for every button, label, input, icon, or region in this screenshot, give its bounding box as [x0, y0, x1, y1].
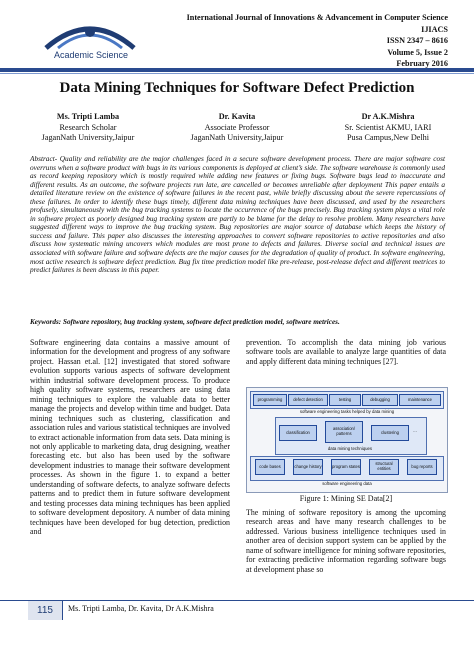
author-role: Research Scholar [59, 122, 117, 132]
data-source-box: code bases [255, 459, 285, 475]
data-source-box: bug reports [407, 459, 437, 475]
journal-date: February 2016 [396, 59, 448, 68]
author-block [167, 112, 307, 144]
figure-caption: Figure 1: Mining SE Data[2] [299, 494, 393, 503]
body-text-left: Software engineering data contains a massive amount of information for the development and progress of any software project. Hassan et.al. [12] investigated that stored software evolution supports various aspects of software development within industrial software development process. To produce high quality software systems, researchers are using data mining techniques to explore the valuable data to better manage the projects and develop within time and budget. Data mining techniques such as clustering, classification and association rules and various statistical techniques are involved to extract actionable information from data sets. Data mining is not only applicable to marketing data, drug designing, weather forecasting etc. but also has been used by the software development industries to manage their software development processes. As shown in the figure 1. to expand a better understanding of software defects, to analyze software defects patterns and to predict them in future software development and testing processes data mining techniques has been applied to software development depository. A number of data mining techniques have been developed for bug detection, prediction and [30, 338, 230, 537]
band-label-data: software engineering data [322, 481, 372, 486]
author-name: Dr. Kavita [218, 112, 256, 121]
author-block [318, 112, 458, 144]
journal-volume: Volume 5, Issue 2 [387, 47, 448, 57]
publisher-logo [30, 16, 152, 62]
author-affiliation: Pusa Campus,New Delhi [346, 133, 430, 142]
paper-title: Data Mining Techniques for Software Defect Prediction [59, 80, 415, 96]
author-affiliation: JaganNath University,Jaipur [190, 133, 284, 142]
technique-box: association/ patterns [325, 421, 363, 443]
author-name: Dr A.K.Mishra [361, 112, 415, 121]
logo-label: Academic Science [53, 50, 129, 60]
journal-abbrev: IJIACS [421, 24, 448, 34]
task-box: testing [329, 394, 361, 406]
data-source-box: structural entities [369, 459, 399, 475]
footer-rule [0, 600, 474, 601]
journal-issn: ISSN 2347 – 8616 [386, 36, 448, 45]
journal-name: International Journal of Innovations & Advancement in Computer Science [186, 13, 448, 22]
author-affiliation: JaganNath University,Jaipur [41, 133, 135, 142]
keywords: Keywords: Software repository, bug tracking system, software defect prediction model, software metrices. [30, 318, 340, 326]
task-box: defect detection [288, 394, 328, 406]
task-box: debugging [362, 394, 398, 406]
more-dots: ... [413, 428, 417, 433]
technique-box: classification [279, 425, 317, 441]
body-text-right-top: prevention. To accomplish the data mining job various software tools are available to analyze large quantities of data and apply different data mining techniques [27]. [246, 338, 446, 366]
footer-authors: Ms. Tripti Lamba, Dr. Kavita, Dr A.K.Mishra [68, 604, 214, 613]
author-name: Ms. Tripti Lamba [56, 112, 120, 121]
header-rule [0, 68, 474, 72]
author-block [18, 112, 158, 144]
data-source-box: program states [331, 459, 361, 475]
logo-arc-icon [42, 18, 138, 50]
data-source-box: change history [293, 459, 323, 475]
author-role: Associate Professor [204, 122, 270, 132]
journal-info [148, 12, 448, 70]
body-text-right-bottom: The mining of software repository is among the upcoming research areas and have many research challenges to be addressed. Various business intelligence techniques used in another area of decision support system can be applied by the name of software intelligence for mining software repositories, for extracting predictive information regarding software bugs at development phase so [246, 508, 446, 574]
task-box: programming [253, 394, 287, 406]
band-label-tasks: software engineering tasks helped by data mining [299, 409, 395, 414]
header-rule-thin [0, 73, 474, 74]
task-box: maintenance [399, 394, 441, 406]
band-label-techniques: data mining techniques [327, 446, 373, 451]
abstract: Abstract- Quality and reliability are the major challenges faced in a secure software development process. There are major software cost overruns when a software product with bugs in its various components is deployed at client’s side. The software warehouse is commonly used as record keeping repository which is mostly required while adding new features or fixing bugs. Software bugs lead to inaccurate and different results. As an outcome, the software projects run late, are cancelled or becomes unreliable after deployment This paper entails a detailed literature review on the existence of software failures in the recent past, while briefly discussing about the severe repercussions of these failures. In order to identify these bugs timely, different data mining techniques have been discussed, and used by the researchers profusely, simultaneously with the bug tracking systems to locate the occurrence of the bugs precisely. Bug tracking system plays a vital role in software project as poorly designed bug tracking system are partly to be blame for the delay to resolve problem. Many researchers have suggested different ways to improve the bug tracking system. Bug repositories are major source of database which keeps the history of success and failure. This paper also discusses the interesting approaches to convert software repositories to active repositories and also discuss how systematic mining uncovers which modules are most prone to defects and failures. Diverse social and technical issues are associated with software failure and software defects are the major causes for the degradation of quality of product. In software engineering, most active research is software defect prediction. Bug fix time prediction model like pre-release, post-release defect and different metrices to predict failures is been discuss in this paper. [30, 154, 445, 275]
technique-box: clustering [371, 425, 409, 441]
figure-mining-se-data [246, 387, 448, 493]
page-number: 115 [28, 601, 63, 620]
author-role: Sr. Scientist AKMU, IARI [344, 122, 432, 132]
